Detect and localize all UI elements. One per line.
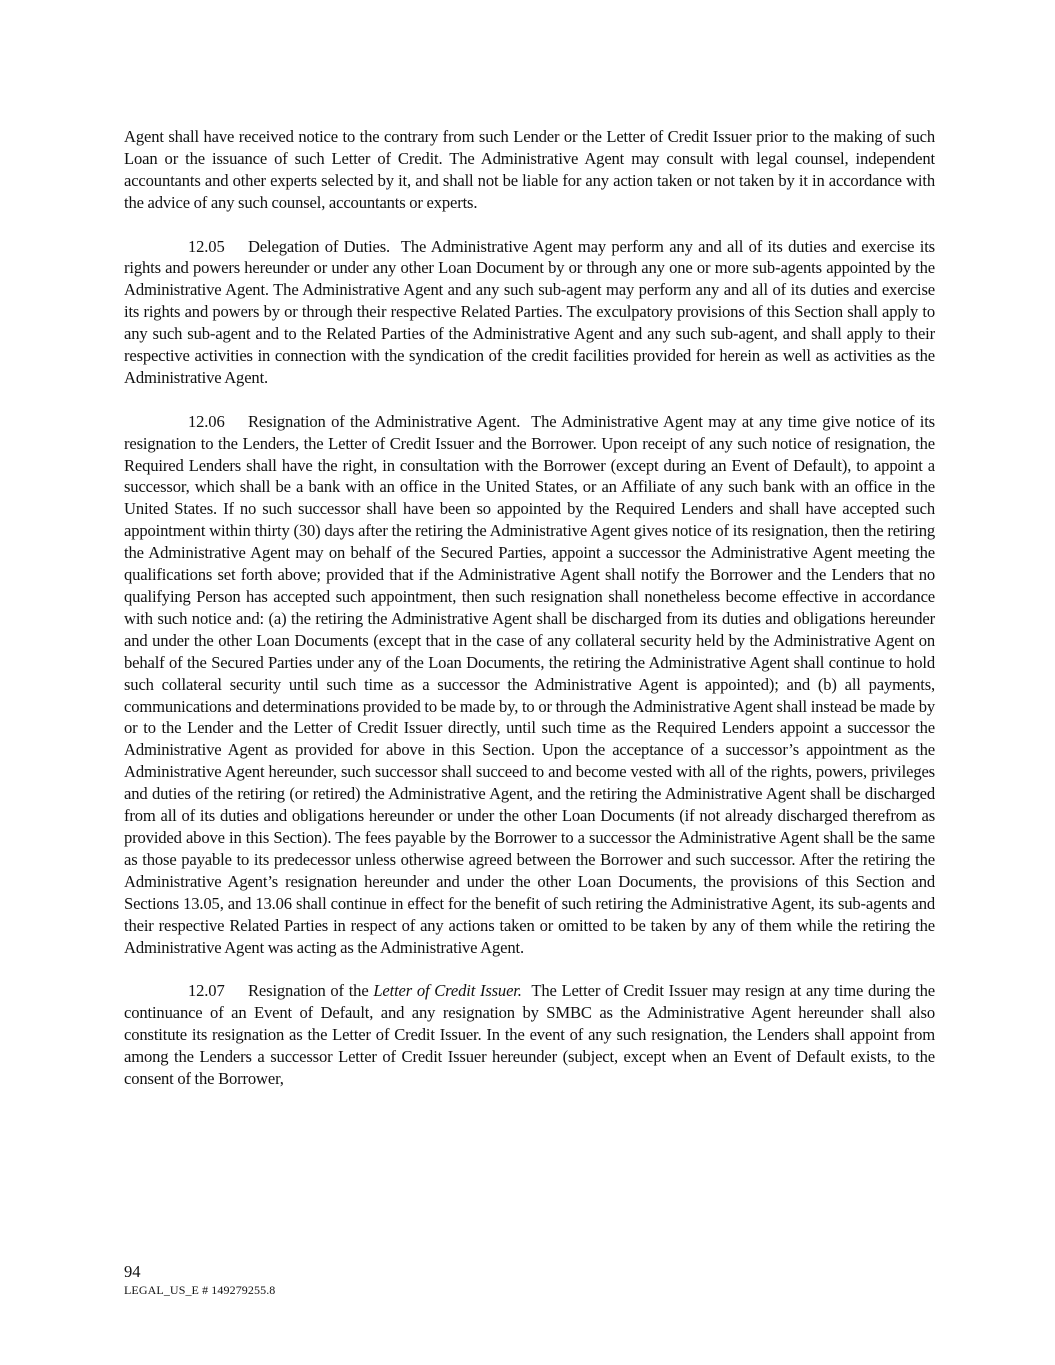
section-12-06	[124, 411, 935, 959]
section-text: The Administrative Agent may perform any and all of its duties and exercise its rights and powers hereunder or under any other Loan Document by or through any one or more sub-agents appointed by the Administrative Agent. The Administrative Agent and any such sub-agent may perform any and all of its duties and exercise its rights and powers by or through their respective Related Parties. The exculpatory provisions of this Section shall apply to any such sub-agent and to the Related Parties of the Administrative Agent and any such sub-agent, and shall apply to their respective activities in connection with the syndication of the credit facilities provided for herein as well as activities as the Administrative Agent.	[124, 236, 935, 387]
section-12-07	[124, 980, 935, 1090]
document-id: LEGAL_US_E # 149279255.8	[124, 1283, 276, 1297]
section-text: The Administrative Agent may at any time give notice of its resignation to the Lenders, the Letter of Credit Issuer and the Borrower. Upon receipt of any such notice of resignation, the Required Lenders shall have the right, in consultation with the Borrower (except during an Event of Default), to appoint a successor, which shall be a bank with an office in the United States, or an Affiliate of any such bank with an office in the United States. If no such successor shall have been so appointed by the Required Lenders and shall have accepted such appointment within thirty (30) days after the retiring the Administrative Agent gives notice of its resignation, then the retiring the Administrative Agent may on behalf of the Secured Parties, appoint a successor the Administrative Agent meeting the qualifications set forth above; provided that if the Administrative Agent shall notify the Borrower and the Lenders that no qualifying Person has accepted such appointment, then such resignation shall nonetheless become effective in accordance with such notice and: (a) the retiring the Administrative Agent shall be discharged from its duties and obligations hereunder and under the other Loan Documents (except that in the case of any collateral security held by the Administrative Agent on behalf of the Secured Parties under any of the Loan Documents, the retiring the Administrative Agent shall continue to hold such collateral security until such time as a successor the Administrative Agent is appointed); and (b) all payments, communications and determinations provided to be made by, to or through the Administrative Agent shall instead be made by or to the Lender and the Letter of Credit Issuer directly, until such time as the Required Lenders appoint a successor the Administrative Agent as provided for above in this Section. Upon the acceptance of a successor’s appointment as the Administrative Agent hereunder, such successor shall succeed to and become vested with all of the rights, powers, privileges and duties of the retiring (or retired) the Administrative Agent, and the retiring the Administrative Agent shall be discharged from all of its duties and obligations hereunder or under the other Loan Documents (if not already discharged therefrom as provided above in this Section). The fees payable by the Borrower to a successor the Administrative Agent shall be the same as those payable to its predecessor unless otherwise agreed between the Borrower and such successor. After the retiring the Administrative Agent’s resignation hereunder and under the other Loan Documents, the provisions of this Section and Sections 13.05, and 13.06 shall continue in effect for the benefit of such retiring the Administrative Agent, its sub-agents and their respective Related Parties in respect of any actions taken or omitted to be taken by any of them while the retiring the Administrative Agent was acting as the Administrative Agent.	[124, 411, 935, 957]
section-heading: Resignation of the Administrative Agent.	[248, 411, 521, 431]
section-heading: Resignation of the	[248, 981, 369, 1001]
section-text: The Letter of Credit Issuer may resign at any time during the continuance of an Event of Default, and any resignation by SMBC as the Administrative Agent hereunder shall also constitute its resignation as the Letter of Credit Issuer. In the event of any such resignation, the Lenders shall appoint from among the Lenders a successor Letter of Credit Issuer hereunder (subject, except when an Event of Default exists, to the consent of the Borrower,	[124, 981, 935, 1088]
document-body	[124, 126, 935, 1112]
section-heading-italic: Letter of Credit Issuer.	[373, 981, 522, 1001]
page-number: 94	[124, 1262, 141, 1281]
page-footer	[124, 1262, 275, 1298]
section-12-05	[124, 236, 935, 389]
continuation-paragraph	[124, 126, 935, 214]
section-number: 12.06	[188, 411, 225, 431]
section-heading: Delegation of Duties.	[248, 236, 391, 256]
section-number: 12.05	[188, 236, 225, 256]
paragraph-text: Agent shall have received notice to the contrary from such Lender or the Letter of Credit Issuer prior to the making of such Loan or the issuance of such Letter of Credit. The Administrative Agent may consult with legal counsel, independent accountants and other experts selected by it, and shall not be liable for any action taken or not taken by it in accordance with the advice of any such counsel, accountants or experts.	[124, 127, 935, 212]
section-number: 12.07	[188, 981, 225, 1001]
